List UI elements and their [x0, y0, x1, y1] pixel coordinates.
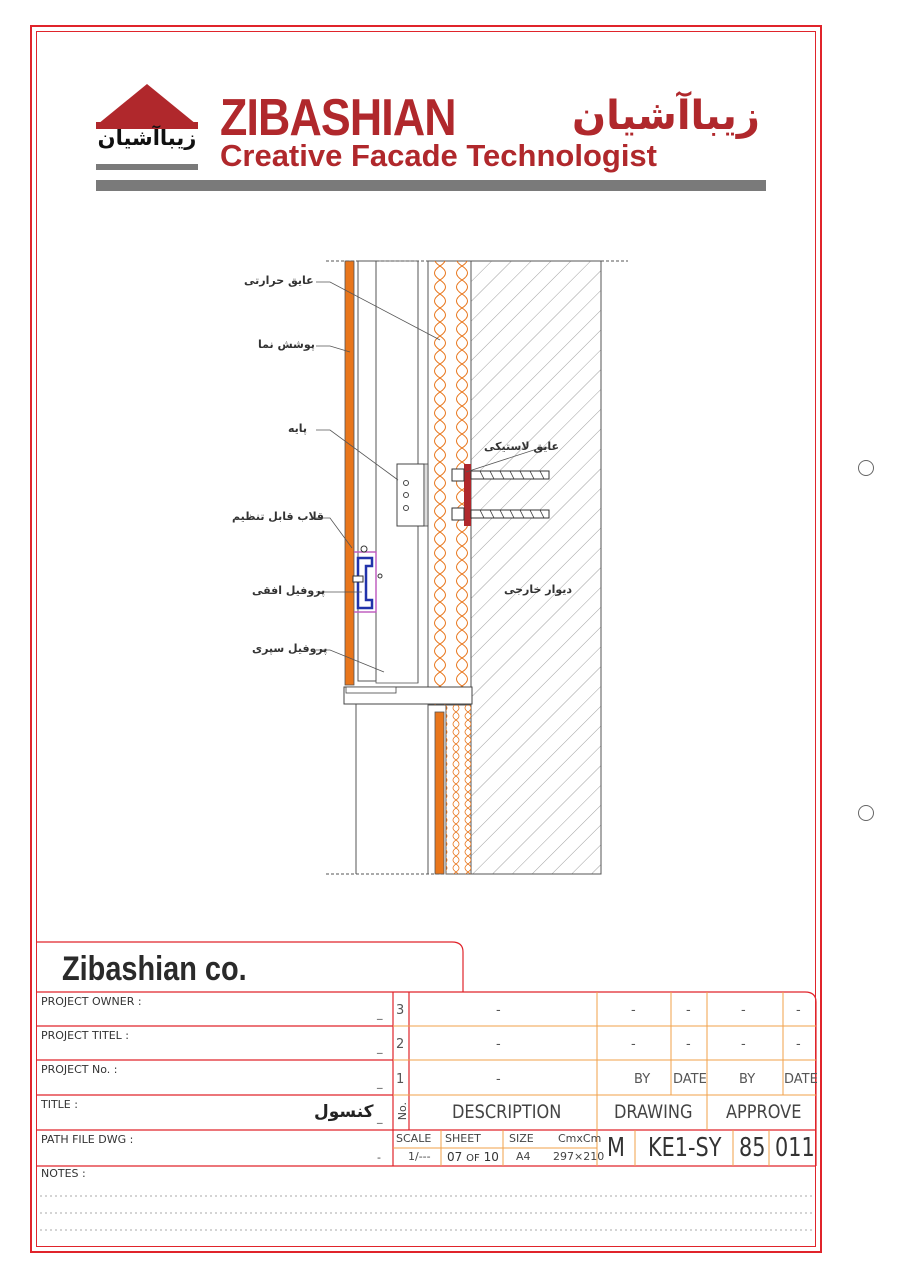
description-header: DESCRIPTION	[452, 1101, 562, 1123]
code-ke: KE1-SY	[648, 1133, 722, 1163]
project-owner-label: PROJECT OWNER :	[41, 995, 142, 1008]
sheet-of: OF	[466, 1153, 480, 1164]
brand-name-farsi: زیباآشیان	[572, 93, 760, 139]
size-label: SIZE	[509, 1132, 534, 1145]
label-facade-cladding: پوشش نما	[258, 338, 315, 351]
dim-label: CmxCm	[558, 1132, 602, 1145]
owner-dash: _	[377, 1007, 383, 1020]
rev-desc: -	[496, 1037, 501, 1052]
rev-by2: -	[741, 1003, 746, 1018]
rev-date2: -	[796, 1003, 801, 1018]
scale-label: SCALE	[396, 1132, 432, 1145]
sheet-value	[447, 1151, 499, 1164]
facade-cladding-lower	[435, 712, 444, 874]
rev-desc: -	[496, 1072, 501, 1087]
code-m: M	[607, 1133, 625, 1163]
brand-tagline: Creative Facade Technologist	[220, 138, 657, 173]
code-85: 85	[739, 1133, 766, 1163]
label-bracket: پایه	[288, 422, 308, 435]
bracket	[397, 464, 424, 526]
rev-desc: -	[496, 1003, 501, 1018]
project-no-label: PROJECT No. :	[41, 1063, 118, 1076]
rev-date2: -	[796, 1037, 801, 1052]
logo-house-text: زیباآشیان	[97, 126, 197, 150]
path-dash: -	[377, 1151, 381, 1164]
sheet-label: SHEET	[445, 1132, 481, 1145]
approve-header: APPROVE	[726, 1101, 802, 1123]
facade-cladding-upper	[345, 261, 354, 685]
exterior-wall	[471, 261, 601, 874]
label-thermal-insulation: عایق حرارتی	[244, 274, 314, 287]
label-horizontal-profile: پروفیل افقی	[252, 584, 326, 597]
horizontal-profile	[358, 558, 372, 608]
elastic-insulation-pad	[464, 464, 471, 526]
title-value: کنسول	[314, 1102, 374, 1122]
label-exterior-wall: دیوار خارجی	[504, 583, 573, 596]
rev-no: 2	[396, 1037, 405, 1052]
rev-no: 3	[396, 1003, 405, 1018]
project-title-label: PROJECT TITEL :	[41, 1029, 129, 1042]
rev-date1: DATE	[673, 1072, 707, 1087]
rev-by2: -	[741, 1037, 746, 1052]
title-dash: _	[377, 1041, 383, 1054]
sheet-total: 10	[483, 1150, 499, 1164]
code-011: 011	[775, 1133, 815, 1163]
sheet-number: 07	[447, 1150, 463, 1164]
rev-no: 1	[396, 1072, 405, 1087]
dim-value: 297×210	[553, 1150, 605, 1163]
size-value: A4	[516, 1150, 531, 1163]
label-elastic-insulation: عایق لاستیکی	[484, 440, 560, 453]
rev-by1: -	[631, 1037, 636, 1052]
label-adjustable-clip: قلاب قابل تنظیم	[232, 510, 325, 523]
rev-date1: -	[686, 1037, 691, 1052]
thermal-insulation-lower	[446, 705, 471, 874]
titleval-dash: _	[377, 1111, 383, 1124]
no-header: No.	[396, 1102, 409, 1121]
rev-date1: -	[686, 1003, 691, 1018]
no-dash: _	[377, 1076, 383, 1089]
title-label: TITLE :	[41, 1098, 78, 1111]
company-name: Zibashian co.	[62, 950, 247, 988]
path-file-label: PATH FILE DWG :	[41, 1133, 134, 1146]
label-vertical-profile: پروفیل سپری	[252, 642, 328, 655]
scale-value: 1/---	[408, 1150, 431, 1163]
rev-date2: DATE	[784, 1072, 818, 1087]
notes-label: NOTES :	[41, 1167, 86, 1180]
rev-by2: BY	[739, 1072, 756, 1087]
vertical-profile	[358, 261, 376, 681]
rev-by1: BY	[634, 1072, 651, 1087]
drawing-header: DRAWING	[614, 1101, 693, 1123]
brand-name: ZIBASHIAN	[220, 89, 456, 147]
rev-by1: -	[631, 1003, 636, 1018]
